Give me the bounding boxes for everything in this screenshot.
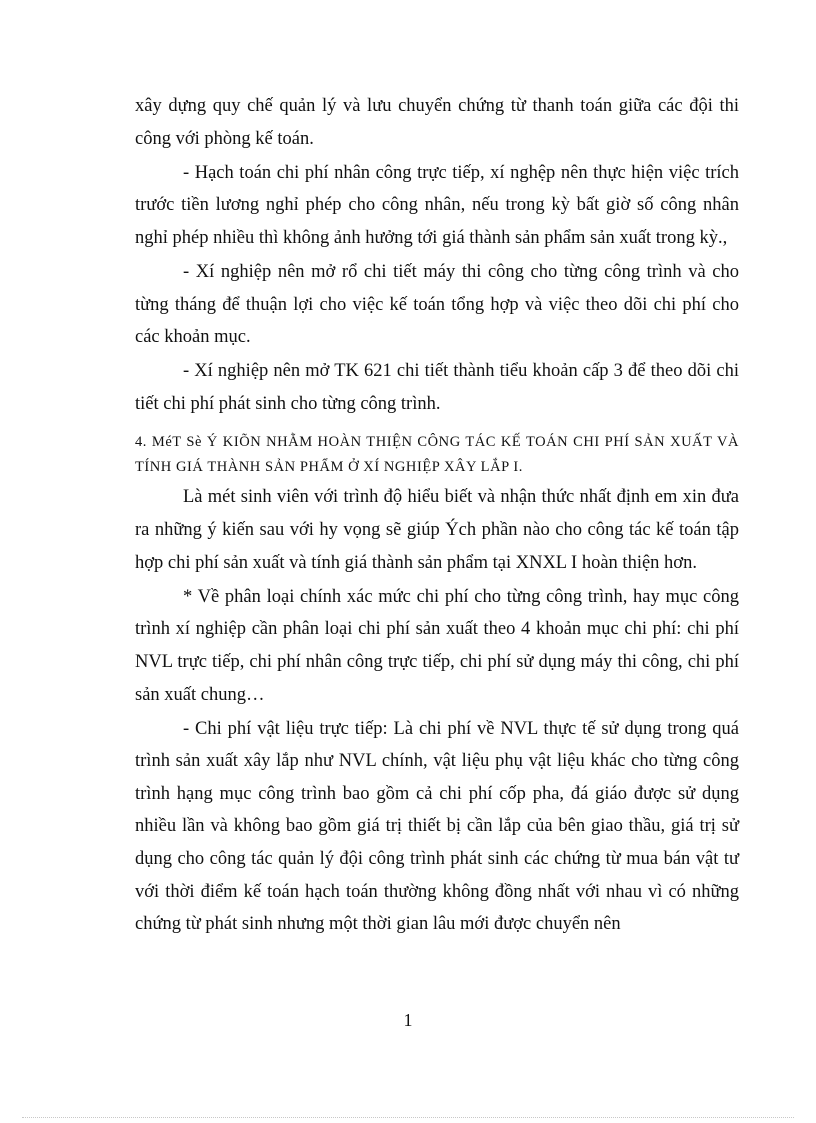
paragraph-machine-ledger: - Xí nghiệp nên mở rổ chi tiết máy thi công cho từng công trình và cho từng tháng để thuận lợi cho việc kế toán tổng hợp và việc theo dõi chi phí cho các khoản mục.: [135, 261, 739, 348]
paragraph-student-intro: Là mét sinh viên với trình độ hiểu biết và nhận thức nhất định em xin đưa ra những ý kiến sau với hy vọng sẽ giúp Ých phần nào cho công tác kế toán tập hợp chi phí sản xuất và tính giá thành sản phẩm tại XNXL I hoàn thiện hơn.: [135, 487, 739, 573]
page-body: [135, 90, 739, 942]
section-heading: 4. MéT Sè Ý KIÕN NHẰM HOÀN THIỆN CÔNG TÁC KẾ TOÁN CHI PHÍ SẢN XUẤT VÀ TÍNH GIÁ THÀNH SẢN PHẨM Ở XÍ NGHIỆP XÂY LẮP I.: [135, 434, 739, 475]
paragraph-tk621: - Xí nghiệp nên mở TK 621 chi tiết thành tiểu khoản cấp 3 để theo dõi chi tiết chi phí phát sinh cho từng công trình.: [135, 361, 739, 414]
paragraph-continuation: xây dựng quy chế quản lý và lưu chuyển chứng từ thanh toán giữa các đội thi công với phòng kế toán.: [135, 96, 739, 149]
paragraph-cost-classification: * Về phân loại chính xác mức chi phí cho từng công trình, hay mục công trình xí nghiệp cần phân loại chi phí sản xuất theo 4 khoản mục chi phí: chi phí NVL trực tiếp, chi phí nhân công trực tiếp, chi phí sử dụng máy thi công, chi phí sản xuất chung…: [135, 586, 739, 705]
paragraph-direct-materials: - Chi phí vật liệu trực tiếp: Là chi phí về NVL thực tế sử dụng trong quá trình sản xuất xây lắp như NVL chính, vật liệu phụ vật liệu khác cho từng công trình hạng mục công trình bao gồm cả chi phí cốp pha, đá giáo được sử dụng nhiều lần và không bao gồm giá trị thiết bị cần lắp của bên giao thầu, giá trị sử dụng cho công tác quản lý đội công trình phát sinh các chứng từ mua bán vật tư với thời điểm kế toán hạch toán thường không đồng nhất với nhau vì có những chứng từ phát sinh nhưng một thời gian lâu mới được chuyển nên: [135, 718, 739, 935]
paragraph-direct-labor: - Hạch toán chi phí nhân công trực tiếp, xí nghệp nên thực hiện việc trích trước tiền lương nghỉ phép cho công nhân, nếu trong kỳ bất giờ số công nhân nghỉ phép nhiều thì không ảnh hưởng tới giá thành sản phẩm sản xuất trong kỳ.,: [135, 162, 739, 248]
page-number: 1: [403, 1010, 413, 1030]
page-bottom-divider: [22, 1117, 794, 1118]
